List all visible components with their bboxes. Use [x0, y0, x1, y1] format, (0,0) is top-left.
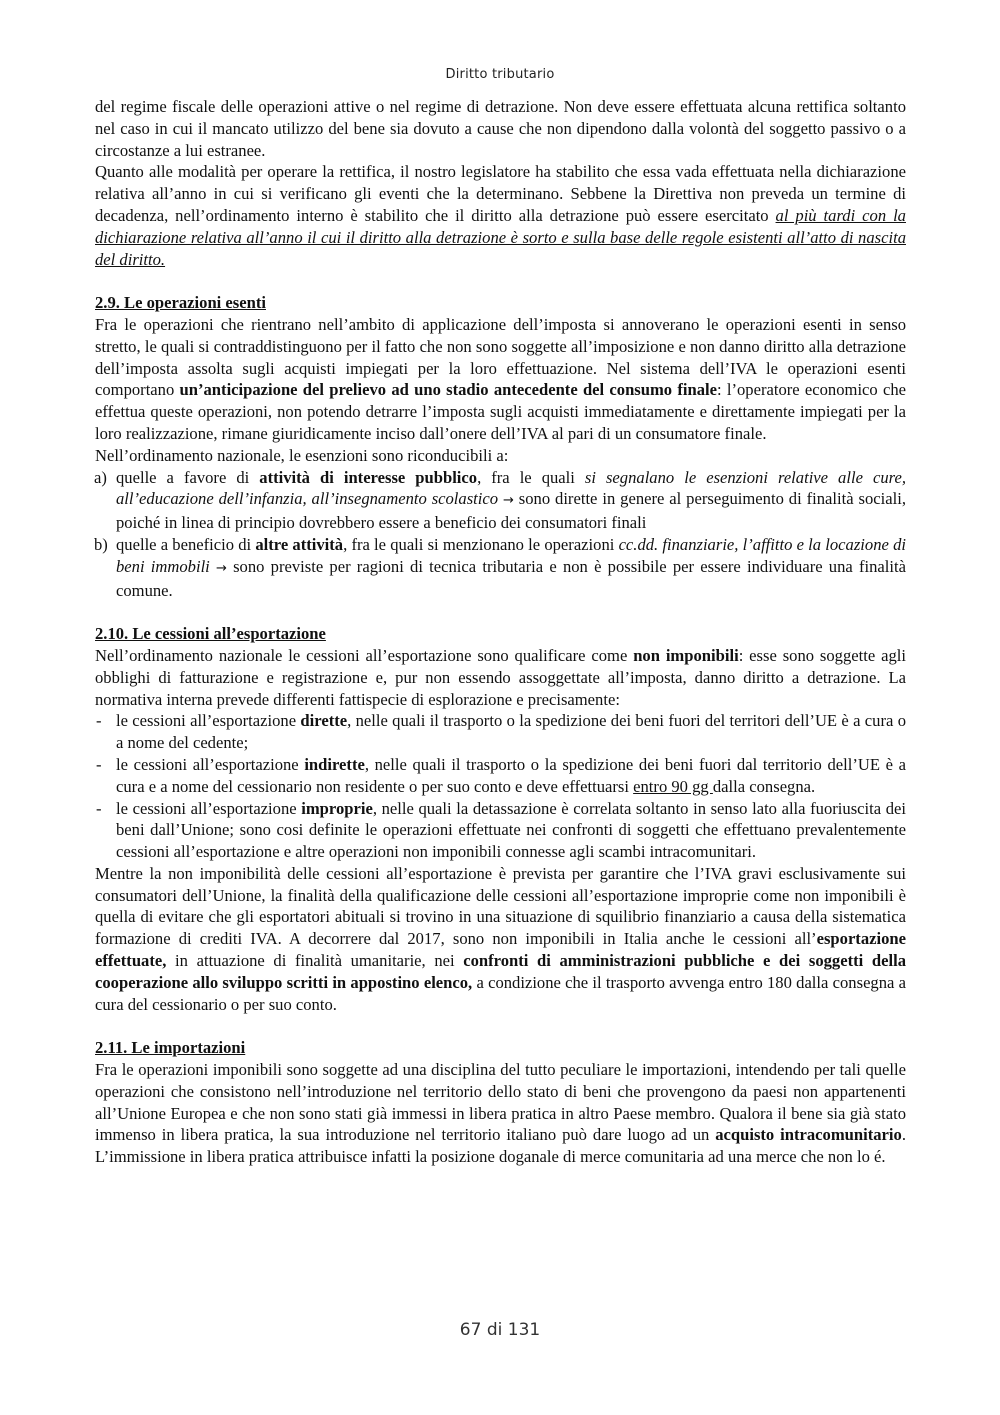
text: , fra le quali — [477, 467, 585, 487]
export-types-list — [95, 710, 906, 863]
text: , nelle quali il trasporto o la spedizione dei beni fuori dal territorio dell’UE è a cura e a nome del cessionario non residente o per suo conto e deve effettuarsi — [116, 754, 906, 796]
bold-text: altre attività — [255, 534, 344, 554]
bold-text: indirette — [304, 754, 365, 774]
list-item — [95, 534, 906, 601]
text: Fra le operazioni imponibili sono soggette ad una disciplina del tutto peculiare le importazioni, intendendo per tali quelle operazioni che consistono nell’introduzione nel territorio dello stato di beni che provengono da paesi non appartenenti all’Unione Europea e che non sono stati già immessi in libera pratica in altro Paese membro. Qualora il bene sia già stato immenso in libera pratica, la sua introduzione nel territorio italiano può dare luogo ad un — [95, 1060, 906, 1145]
paragraph — [95, 863, 906, 1016]
text: Nell’ordinamento nazionale le cessioni all’esportazione sono qualificare come — [95, 645, 634, 665]
bold-text: improprie — [301, 798, 373, 818]
bold-text: dirette — [300, 711, 348, 731]
paragraph — [95, 645, 906, 710]
list-marker: - — [96, 754, 102, 774]
document-body — [95, 96, 906, 1168]
list-marker: a) — [94, 467, 107, 487]
text: , nelle quali il trasporto o la spedizione dei beni fuori del territori dell’UE è a cura o a nome del cedente; — [116, 711, 906, 753]
running-header: Diritto tributario — [445, 67, 555, 82]
text: quelle a beneficio di — [116, 534, 256, 554]
bold-text: non imponibili — [633, 645, 739, 665]
text: sono previste per ragioni di tecnica tributaria e non è possibile per essere individuare una finalità comune. — [116, 556, 906, 600]
bold-text: confronti di amministrazioni pubbliche e dei soggetti della cooperazione allo sviluppo scritti in appostino elenco, — [95, 951, 906, 992]
section-heading: 2.9. Le operazioni esenti — [95, 293, 266, 313]
bold-text: esportazione effettuate, — [95, 929, 906, 971]
text: , fra le quali si menzionano le operazioni — [343, 534, 619, 554]
text: le cessioni all’esportazione — [116, 754, 305, 774]
list-marker: - — [96, 711, 102, 731]
list-marker: b) — [94, 534, 108, 554]
page-number: 67 di 131 — [459, 1320, 541, 1340]
italic-text: cc.dd. finanziarie, l’affitto e la locazione di beni immobili — [116, 534, 906, 576]
text: le cessioni all’esportazione — [116, 711, 301, 731]
paragraph — [95, 161, 906, 270]
underlined-text: entro 90 gg — [633, 776, 713, 796]
text: Fra le operazioni che rientrano nell’ambito di applicazione dell’imposta si annoverano le operazioni esenti in senso stretto, le quali si contraddistinguono per il fatto che non sono soggette all’imposizione e non danno diritto alla detrazione dell’imposta assolta sugli acquisti impiegati per la loro effettuazione. Nel sistema dell’IVA le operazioni esenti comportano — [95, 314, 906, 400]
list-item — [95, 798, 906, 863]
italic-text: si segnalano le esenzioni relative alle cure, all’educazione dell’infanzia, all’insegnamento scolastico — [116, 467, 906, 509]
text: quelle a favore di — [116, 467, 260, 487]
text: : l’operatore economico che effettua queste operazioni, non potendo detrarre l’imposta sugli acquisti immediatamente e direttamente impiegati per la loro realizzazione, rimane giuridicamente inciso dall’onere dell’IVA al pari di un consumatore finale. — [95, 380, 906, 443]
text: a condizione che il trasporto avvenga entro 180 dalla consegna a cura del cessionario o per suo conto. — [95, 972, 907, 1014]
text: : esse sono soggette agli obblighi di fatturazione e registrazione e, pur non essendo assoggettate all’imposta, danno diritto a detrazione. La normativa interna prevede differenti fattispecie di esplorazione e precisamente: — [95, 645, 906, 709]
text: in attuazione di finalità umanitarie, nei — [166, 951, 464, 971]
list-item — [95, 467, 906, 534]
bold-text: acquisto intracomunitario — [715, 1125, 902, 1145]
list-item — [95, 754, 906, 798]
text: dalla consegna. — [712, 776, 816, 796]
text: sono dirette in genere al perseguimento di finalità sociali, poiché in linea di principio dovrebbero essere a beneficio dei consumatori finali — [116, 489, 906, 533]
text: Quanto alle modalità per operare la rettifica, il nostro legislatore ha stabilito che essa vada effettuata nella dichiarazione relativa all’anno in cui si verificano gli eventi che la determinano. Sebbene la Direttiva non preveda un termine di decadenza, nell’ordinamento interno è stabilito che il diritto alla detrazione può essere esercitato — [95, 162, 906, 225]
emphasized-text: al più tardi con la dichiarazione relativa all’anno il cui il diritto alla detrazione è sorto e sulla base delle regole esistenti all’atto di nascita del diritto. — [95, 205, 906, 269]
text: Mentre la non imponibilità delle cessioni all’esportazione è prevista per garantire che l’IVA gravi esclusivamente sui consumatori dell’Unione, la finalità della qualificazione delle cessioni all’esportazione improprie come non imponibili è quella di evitare che gli esportatori abituali si trovino in una situazione di squilibrio finanziario a causa della sistematica formazione di crediti IVA. A decorrere dal 2017, sono non imponibili in Italia anche le cessioni all’ — [95, 863, 906, 949]
list-item — [95, 710, 906, 754]
list-marker: - — [96, 798, 102, 818]
section-heading: 2.11. Le importazioni — [95, 1038, 246, 1058]
bold-text: attività di interesse pubblico — [259, 467, 478, 487]
paragraph — [95, 314, 906, 445]
arrow-icon: → — [209, 560, 234, 576]
paragraph: Nell’ordinamento nazionale, le esenzioni sono riconducibili a: — [95, 445, 509, 465]
arrow-icon: → — [498, 493, 519, 509]
text: le cessioni all’esportazione — [116, 798, 302, 818]
exemption-list — [95, 467, 906, 602]
section-heading: 2.10. Le cessioni all’esportazione — [95, 624, 326, 644]
text: . L’immissione in libera pratica attribuisce infatti la posizione doganale di merce comunitaria ad una merce che non lo é. — [95, 1125, 906, 1167]
paragraph: del regime fiscale delle operazioni attive o nel regime di detrazione. Non deve essere effettuata alcuna rettifica soltanto nel caso in cui il mancato utilizzo del bene sia dovuto a cause che non dipendono dalla volontà del soggetto passivo o a circostanze a lui estranee. — [95, 97, 906, 160]
paragraph — [95, 1059, 906, 1168]
text: , nelle quali la detassazione è correlata soltanto in senso lato alla fuoriuscita dei beni dall’Unione; sono cosi definite le operazioni effettuate nei confronti di soggetti che effettuano prevalentemente cessioni all’esportazione e altre operazioni non imponibili connesse agli scambi intracomunitari. — [116, 798, 906, 862]
bold-text: un’anticipazione del prelievo ad uno stadio antecedente del consumo finale — [179, 380, 717, 400]
